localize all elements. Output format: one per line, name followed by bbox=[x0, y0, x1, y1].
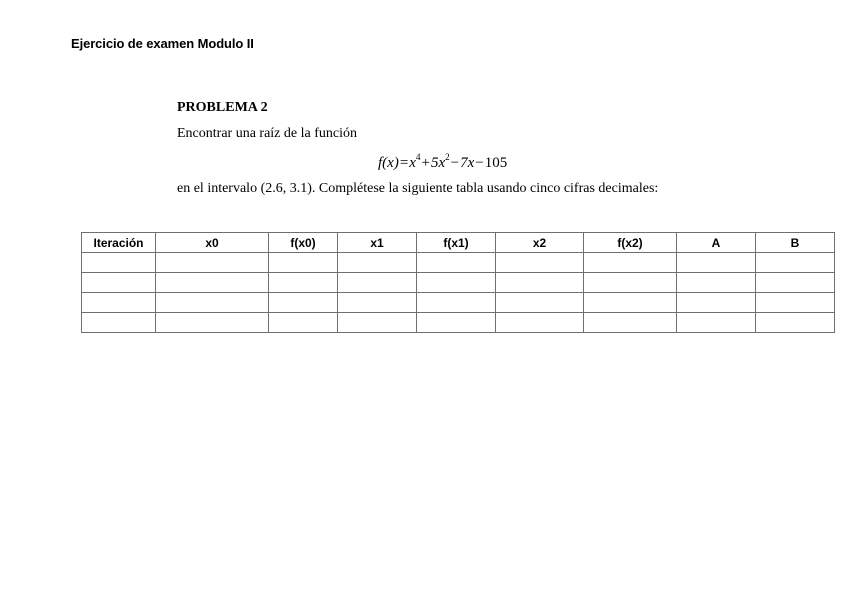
problem-instructions: en el intervalo (2.6, 3.1). Complétese la siguiente tabla usando cinco cifras decimales: bbox=[177, 181, 659, 196]
column-header-x1: x1 bbox=[338, 233, 417, 253]
table-cell bbox=[584, 313, 677, 333]
table-cell bbox=[269, 313, 338, 333]
problem-title: PROBLEMA 2 bbox=[177, 100, 268, 115]
table-cell bbox=[417, 273, 496, 293]
table-cell bbox=[338, 313, 417, 333]
table-cell bbox=[496, 253, 584, 273]
formula-plus: + bbox=[421, 155, 430, 171]
table-cell bbox=[584, 253, 677, 273]
formula-minus-2: − bbox=[475, 155, 484, 171]
table-cell bbox=[156, 293, 269, 313]
column-header-f-x1: f(x1) bbox=[417, 233, 496, 253]
problem-block bbox=[177, 99, 797, 198]
table-cell bbox=[677, 253, 756, 273]
problem-intro: Encontrar una raíz de la función bbox=[177, 126, 357, 141]
column-header-f-x2: f(x2) bbox=[584, 233, 677, 253]
column-header-b: B bbox=[756, 233, 835, 253]
column-header-x0: x0 bbox=[156, 233, 269, 253]
table-cell bbox=[496, 313, 584, 333]
column-header-a: A bbox=[677, 233, 756, 253]
formula-lhs: f(x) bbox=[378, 155, 399, 171]
table-cell bbox=[338, 273, 417, 293]
formula-equals: = bbox=[399, 155, 409, 171]
table-cell bbox=[338, 293, 417, 313]
column-header-iteracion: Iteración bbox=[82, 233, 156, 253]
table-cell bbox=[82, 313, 156, 333]
table-cell bbox=[82, 273, 156, 293]
table-cell bbox=[156, 273, 269, 293]
table-row bbox=[82, 273, 835, 293]
column-header-x2: x2 bbox=[496, 233, 584, 253]
formula-x: x bbox=[409, 155, 416, 171]
table-cell bbox=[677, 293, 756, 313]
formula-constant: 105 bbox=[484, 155, 508, 171]
formula-exponent-2: 2 bbox=[445, 152, 450, 162]
table-cell bbox=[677, 313, 756, 333]
table-row bbox=[82, 253, 835, 273]
formula-minus-1: − bbox=[450, 155, 460, 171]
table-cell bbox=[269, 273, 338, 293]
table-cell bbox=[756, 293, 835, 313]
table-header-row bbox=[82, 233, 835, 253]
table-cell bbox=[756, 253, 835, 273]
table-cell bbox=[156, 253, 269, 273]
table-cell bbox=[82, 253, 156, 273]
table-cell bbox=[156, 313, 269, 333]
table-cell bbox=[269, 293, 338, 313]
table-cell bbox=[417, 313, 496, 333]
formula-term-5x: 5x bbox=[430, 155, 446, 171]
table-cell bbox=[584, 273, 677, 293]
table-cell bbox=[417, 253, 496, 273]
table-cell bbox=[417, 293, 496, 313]
table-cell bbox=[269, 253, 338, 273]
table-cell bbox=[338, 253, 417, 273]
table-cell bbox=[496, 273, 584, 293]
table-cell bbox=[82, 293, 156, 313]
document-header: Ejercicio de examen Modulo II bbox=[71, 36, 254, 51]
column-header-f-x0: f(x0) bbox=[269, 233, 338, 253]
formula-term-7x: 7x bbox=[460, 155, 475, 171]
formula-exponent-4: 4 bbox=[415, 152, 421, 162]
table-row bbox=[82, 293, 835, 313]
table-cell bbox=[756, 273, 835, 293]
table-cell bbox=[584, 293, 677, 313]
function-formula bbox=[177, 152, 797, 174]
iteration-table bbox=[81, 232, 835, 333]
table-cell bbox=[756, 313, 835, 333]
table-cell bbox=[677, 273, 756, 293]
table-cell bbox=[496, 293, 584, 313]
table-row bbox=[82, 313, 835, 333]
